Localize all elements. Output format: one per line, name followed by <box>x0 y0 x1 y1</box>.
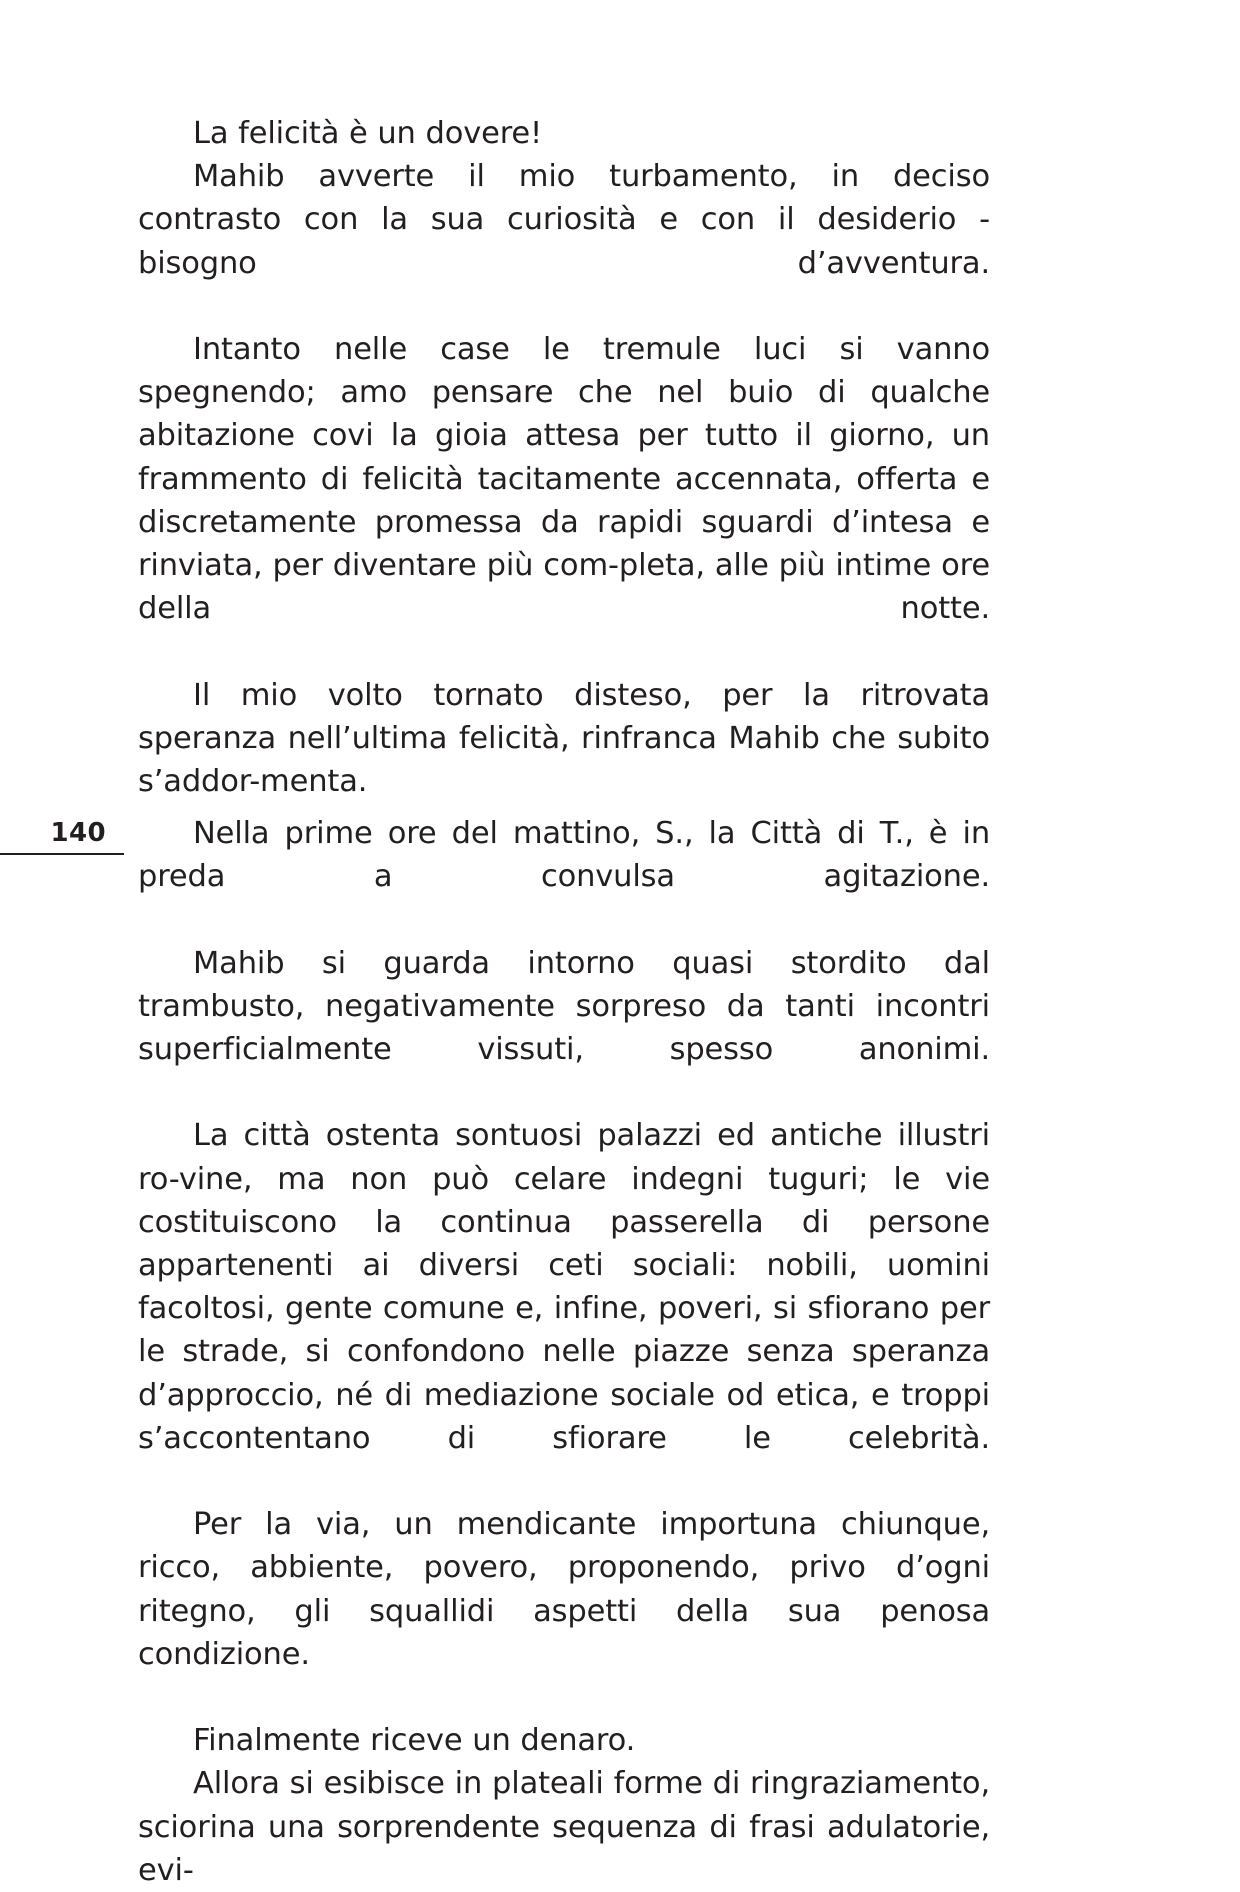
paragraph: La città ostenta sontuosi palazzi ed antiche illustri ro-​vine, ma non può celare indegni tuguri; le vie costituiscono la continua passerella di persone appartenenti ai diversi ceti sociali: nobili, uomini facoltosi, gente comune e, infine, poveri, si sfiorano per le strade, si confondono nelle piazze senza speranza d’approccio, né di mediazione sociale od etica, e troppi s’accontentano di sfiorare le celebrità. <box>138 1118 990 1456</box>
paragraph: Intanto nelle case le tremule luci si vanno spegnendo; amo pensare che nel buio di qualche abitazione covi la gioia attesa per tutto il giorno, un frammento di felicità tacitamente accennata, offerta e discretamente promessa da rapidi sguardi d’intesa e rinviata, per diventare più com-​pleta, alle più intime ore della notte. <box>138 332 990 627</box>
paragraph: Allora si esibisce in plateali forme di ringraziamento, sciorina una sorprendente sequenza di frasi adulatorie, evi- <box>138 1766 990 1888</box>
body-text-block-lower <box>138 812 990 1892</box>
body-text-block-upper <box>138 112 990 846</box>
folio <box>0 818 124 855</box>
paragraph: La felicità è un dovere! <box>193 116 543 151</box>
folio-rule <box>0 853 124 855</box>
paragraph: Nella prime ore del mattino, S., la Città di T., è in preda a convulsa agitazione. <box>138 816 990 895</box>
paragraph: Per la via, un mendicante importuna chiunque, ricco, abbiente, povero, proponendo, privo d’ogni ritegno, gli squallidi aspetti della sua penosa condizione. <box>138 1507 990 1672</box>
paragraph: Mahib si guarda intorno quasi stordito dal trambusto, negativamente sorpreso da tanti incontri superficialmente vissuti, spesso anonimi. <box>138 945 990 1068</box>
page-number: 140 <box>50 818 106 848</box>
paragraph: Finalmente riceve un denaro. <box>193 1723 636 1759</box>
paragraph: Il mio volto tornato disteso, per la ritrovata speranza nell’ultima felicità, rinfranca Mahib che subito s’addor-​menta. <box>138 677 990 800</box>
paragraph: Mahib avverte il mio turbamento, in deciso contrasto con la sua curiosità e con il desiderio - bisogno d’avventura. <box>138 159 990 281</box>
